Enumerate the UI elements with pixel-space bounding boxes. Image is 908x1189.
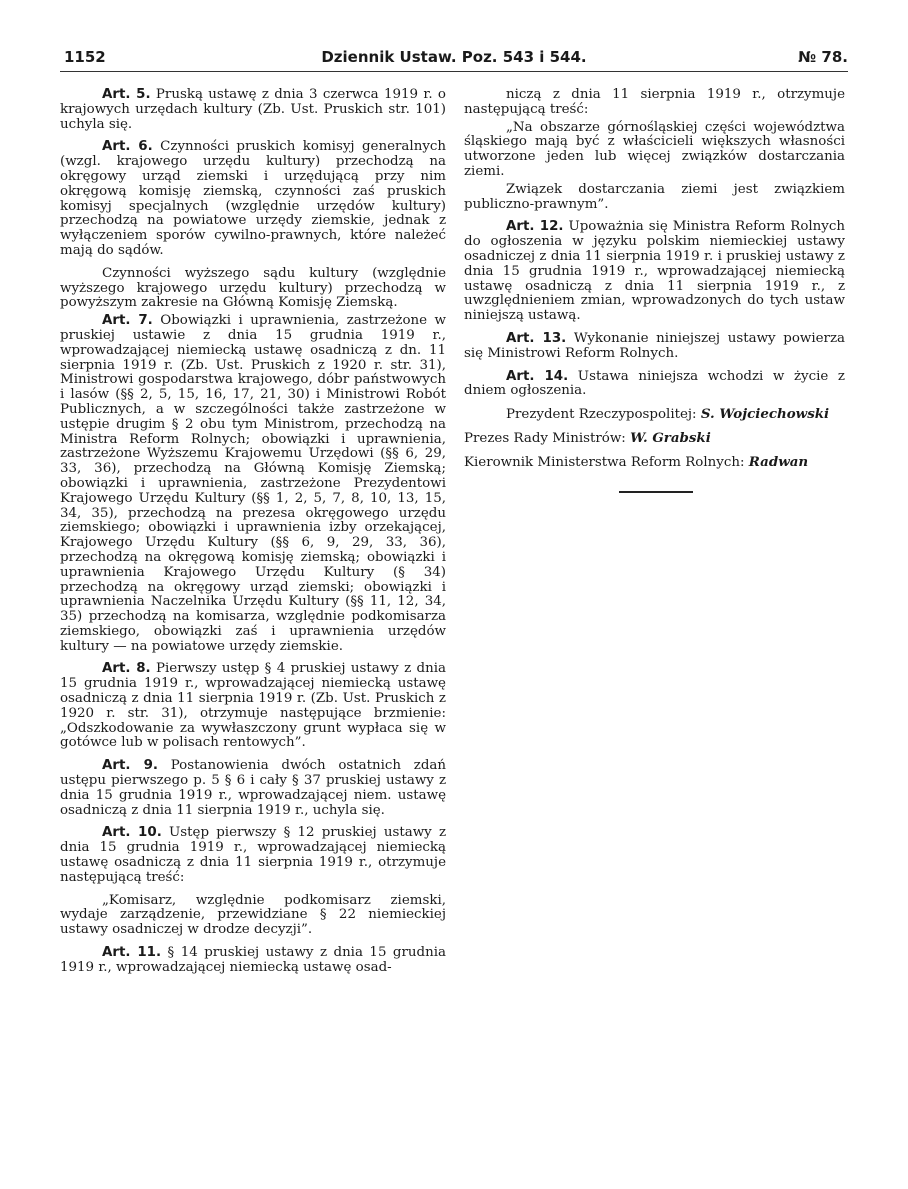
paragraph-text: Pierwszy ustęp § 4 pruskiej ustawy z dnia 15 grudnia 1919 r., wprowadzającej niemiecką ustawę osadniczą z dnia 11 sierpnia 1919 r. (Zb. Ust. Pruskich z 1920 r. str. 31), otrzymuje następujące brzmienie: „Odszkodowanie za wywłaszczony grunt wypłaca się w gotówce lub w polisach rentowych”. <box>60 661 446 751</box>
article-paragraph <box>60 88 446 132</box>
paragraph <box>60 267 446 311</box>
signature-block <box>464 407 845 470</box>
signature-line <box>464 407 845 423</box>
article-label: Art. 13. <box>506 330 567 346</box>
paragraph-text: Postanowienia dwóch ostatnich zdań ustępu pierwszego p. 5 § 6 i cały § 37 pruskiej ustawy z dnia 15 grudnia 1919 r., wprowadzającej niem. ustawę osadniczą z dnia 11 sierpnia 1919 r., uchyla się. <box>60 758 446 818</box>
paragraph-text: Pruską ustawę z dnia 3 czerwca 1919 r. o krajowych urzędach kultury (Zb. Ust. Pruskich str. 101) uchyla się. <box>60 87 446 132</box>
article-paragraph <box>60 662 446 751</box>
paragraph-text: niczą z dnia 11 sierpnia 1919 r., otrzymuje następującą treść: <box>464 87 845 117</box>
article-label: Art. 10. <box>102 825 162 841</box>
article-label: Art. 14. <box>506 368 569 384</box>
paragraph-text: Upoważnia się Ministra Reform Rolnych do ogłoszenia w języku polskim niemieckiej ustawy osadniczej z dnia 11 sierpnia 1919 r. i pruskiej ustawy z dnia 15 grudnia 1919 r., wprowadzającej niemiecką ustawę osadniczą z dnia 11 sierpnia 1919 r., z uwzględnieniem zmian, wprowadzonych do tych ustaw niniejszą ustawą. <box>464 219 845 324</box>
article-label: Art. 5. <box>102 87 151 102</box>
article-paragraph <box>464 332 845 362</box>
page-number: 1152 <box>64 48 106 66</box>
article-paragraph <box>60 140 446 258</box>
paragraph-text: Związek dostarczania ziemi jest związkiem publiczno-prawnym”. <box>464 181 845 212</box>
paragraph-text: Czynności pruskich komisyj generalnych (wzgl. krajowego urzędu kultury) przechodzą na okręgowy urząd ziemski i urzędującą przy nim okręgową komisję ziemską, czynności zaś pruskich komisyj specjalnych (względnie urzędów kultury) przechodzą na powiatowe urzędy ziemskie, jednak z wyłączeniem sporów cywilno-prawnych, które należeć mają do sądów. <box>60 139 447 258</box>
left-column <box>60 88 446 984</box>
issue-number: № 78. <box>798 48 848 66</box>
running-header <box>60 44 848 68</box>
article-label: Art. 6. <box>102 139 153 155</box>
signature-line <box>464 431 845 447</box>
signature-role: Prezes Rady Ministrów: <box>464 430 626 446</box>
paragraph-text: § 14 pruskiej ustawy z dnia 15 grudnia 1919 r., wprowadzającej niemiecką ustawę osad- <box>60 945 446 975</box>
article-paragraph <box>464 370 845 400</box>
paragraph-text: „Komisarz, względnie podkomisarz ziemski, wydaje zarządzenie, przewidziane § 22 niemieckiej ustawy osadniczej w drodze decyzji”. <box>60 892 446 938</box>
article-label: Art. 9. <box>102 758 158 774</box>
signature-role: Prezydent Rzeczypospolitej: <box>506 407 697 423</box>
paragraph <box>464 183 845 213</box>
article-label: Art. 11. <box>102 945 162 961</box>
paragraph-text: Wykonanie niniejszej ustawy powierza się Ministrowi Reform Rolnych. <box>464 330 845 361</box>
article-paragraph <box>60 759 446 818</box>
paragraph-text: „Na obszarze górnośląskiej części województwa śląskiego mają być z właścicieli większych własności utworzone jeden lub więcej związków dostarczania ziemi. <box>464 119 845 179</box>
article-paragraph <box>464 220 845 324</box>
signature-name: S. Wojciechowski <box>700 406 830 423</box>
article-label: Art. 8. <box>102 661 151 677</box>
right-column <box>464 88 845 493</box>
signature-name: Radwan <box>748 453 809 470</box>
article-paragraph <box>60 314 446 654</box>
header-rule <box>60 71 848 72</box>
signature-name: W. Grabski <box>630 429 711 446</box>
paragraph <box>464 88 845 118</box>
journal-title: Dziennik Ustaw. Poz. 543 i 544. <box>321 48 587 66</box>
paragraph <box>464 121 845 180</box>
article-label: Art. 12. <box>506 219 564 235</box>
paragraph-text: Obowiązki i uprawnienia, zastrzeżone w pruskiej ustawie z dnia 15 grudnia 1919 r., wprowadzającej niemiecką ustawę osadniczą z dn. 11 sierpnia 1919 r. (Zb. Ust. Pruskich z 1920 r. str. 31), Ministrowi gospodarstwa krajowego, dóbr państwowych i lasów (§§ 2, 5, 15, 16, 17, 21, 30) i Ministrowi Robót Publicznych, a w szczególności także zastrzeżone w ustępie drugim § 2 obu tym Ministrom, przechodzą na Ministra Reform Rolnych; obowiązki i uprawnienia, zastrzeżone Wyższemu Krajowemu Urzędowi (§§ 6, 29, 33, 36), przechodzą na Główną Komisję Ziemską; obowiązki i uprawnienia, zastrzeżone Prezydentowi Krajowego Urzędu Kultury (§§ 1, 2, 5, 7, 8, 10, 13, 15, 34, 35), przechodzą na prezesa okręgowego urzędu ziemskiego; obowiązki i uprawnienia izby orzekającej, Krajowego Urzędu Kultury (§§ 6, 9, 29, 33, 36), przechodzą na okręgową komisję ziemską; obowiązki i uprawnienia Krajowego Urzędu Kultury (§ 34) przechodzą na okręgowy urząd ziemski; obowiązki i uprawnienia Naczelnika Urzędu Kultury (§§ 11, 12, 34, 35) przechodzą na komisarza, względnie podkomisarza ziemskiego, obowiązki zaś i uprawnienia urzędów kultury — na powiatowe urzędy ziemskie. <box>60 313 447 654</box>
signature-line <box>464 455 845 471</box>
paragraph-text: Ustawa niniejsza wchodzi w życie z dniem ogłoszenia. <box>464 368 845 399</box>
signature-role: Kierownik Ministerstwa Reform Rolnych: <box>464 454 745 470</box>
paragraph-text: Czynności wyższego sądu kultury (względnie wyższego krajowego urzędu kultury) przechodzą w powyższym zakresie na Główną Komisję Ziemską. <box>60 265 446 311</box>
right-paragraphs <box>464 88 845 399</box>
end-rule <box>619 491 693 493</box>
article-paragraph <box>60 826 446 885</box>
paragraph-text: Ustęp pierwszy § 12 pruskiej ustawy z dnia 15 grudnia 1919 r., wprowadzającej niemiecką ustawę osadniczą z dnia 11 sierpnia 1919 r., otrzymuje następującą treść: <box>60 825 446 885</box>
article-paragraph <box>60 946 446 976</box>
paragraph <box>60 894 446 938</box>
article-label: Art. 7. <box>102 313 153 329</box>
